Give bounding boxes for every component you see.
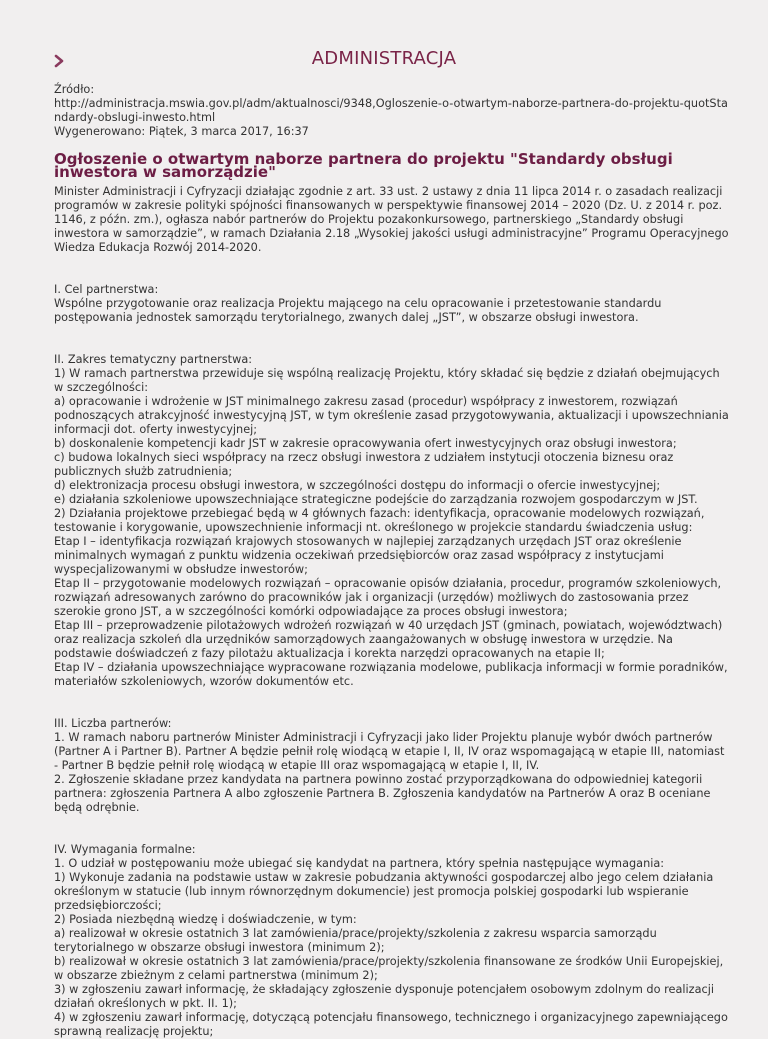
article-sections bbox=[54, 283, 730, 1039]
source-url[interactable]: http://administracja.mswia.gov.pl/adm/aktualnosci/9348,Ogloszenie-o-otwartym-naborze-partnera-do-projektu-quotStandardy-obslugi-inwesto.html bbox=[54, 97, 728, 124]
section-block bbox=[54, 843, 730, 1039]
section-paragraph: d) elektronizacja procesu obsługi inwestora, w szczególności dostępu do informacji o ofercie inwestycyjnej; bbox=[54, 479, 661, 492]
section-paragraph: 2) Działania projektowe przebiegać będą w 4 głównych fazach: identyfikacja, opracowanie modelowych rozwiązań, testowanie i korygowanie, upowszechnienie informacji nt. określonego w projekcie standardu świadczenia usług: bbox=[54, 507, 705, 534]
section-paragraph: a) realizował w okresie ostatnich 3 lat zamówienia/prace/projekty/szkolenia z zakresu wsparcia samorządu terytorialnego w obszarze obsługi inwestora (minimum 2); bbox=[54, 927, 657, 954]
source-meta bbox=[54, 83, 730, 139]
generated-timestamp: Wygenerowano: Piątek, 3 marca 2017, 16:37 bbox=[54, 125, 309, 138]
section-paragraph: Etap IV – działania upowszechniające wypracowane rozwiązania modelowe, publikacja informacji w formie poradników, materiałów szkoleniowych, wzorów dokumentów etc. bbox=[54, 661, 728, 688]
source-label: Źródło: bbox=[54, 83, 95, 96]
section-paragraph: Etap I – identyfikacja rozwiązań krajowych stosowanych w najlepiej zarządzanych urzędach JST oraz określenie minimalnych wymagań z punktu widzenia oczekiwań przedsiębiorców oraz zasad współpracy z instytucjami wyspecjalizowanymi w obsłudze inwestorów; bbox=[54, 535, 682, 576]
section-heading: III. Liczba partnerów: bbox=[54, 717, 172, 730]
section-paragraph: 1. W ramach naboru partnerów Minister Administracji i Cyfryzacji jako lider Projektu planuje wybór dwóch partnerów (Partner A i Partner B). Partner A będzie pełnił rolę wiodącą w etapie I, II, IV oraz wspomagającą w etapie III, natomiast - Partner B będzie pełnił rolę wiodącą w etapie III oraz wspomagającą w etapie I, II, IV. bbox=[54, 731, 725, 772]
article-content bbox=[54, 83, 730, 1039]
section-heading: II. Zakres tematyczny partnerstwa: bbox=[54, 353, 253, 366]
section-heading: IV. Wymagania formalne: bbox=[54, 843, 196, 856]
section-paragraph: 1. O udział w postępowaniu może ubiegać się kandydat na partnera, który spełnia następujące wymagania: bbox=[54, 857, 665, 870]
section-paragraph: e) działania szkoleniowe upowszechniające strategiczne podejście do zarządzania rozwojem gospodarczym w JST. bbox=[54, 493, 698, 506]
section-paragraph: Wspólne przygotowanie oraz realizacja Projektu mającego na celu opracowanie i przetestowanie standardu postępowania jednostek samorządu terytorialnego, zwanych dalej „JST”, w obszarze obsługi inwestora. bbox=[54, 297, 662, 324]
section-paragraph: b) realizował w okresie ostatnich 3 lat zamówienia/prace/projekty/szkolenia finansowane ze środków Unii Europejskiej, w obszarze zbieżnym z celami partnerstwa (minimum 2); bbox=[54, 955, 724, 982]
article-title: Ogłoszenie o otwartym naborze partnera do projektu "Standardy obsługi inwestora w samorządzie" bbox=[54, 150, 673, 181]
section-paragraph: 1) Wykonuje zadania na podstawie ustaw w zakresie pobudzania aktywności gospodarczej albo jego celem działania określonym w statucie (lub innym równorzędnym dokumencie) jest promocja polskiej gospodarki lub wspieranie przedsiębiorczości; bbox=[54, 871, 714, 912]
section-block bbox=[54, 717, 730, 815]
section-paragraph: 1) W ramach partnerstwa przewiduje się wspólną realizację Projektu, który składać się będzie z działań obejmujących w szczególności: bbox=[54, 367, 720, 394]
section-paragraph: c) budowa lokalnych sieci współpracy na rzecz obsługi inwestora z udziałem instytucji otoczenia biznesu oraz publicznych służb zatrudnienia; bbox=[54, 451, 674, 478]
section-heading: I. Cel partnerstwa: bbox=[54, 283, 159, 296]
section-paragraph: Etap III – przeprowadzenie pilotażowych wdrożeń rozwiązań w 40 urzędach JST (gminach, powiatach, województwach) oraz realizacja szkoleń dla urzędników samorządowych zaangażowanych w obsługę inwestora w urzędzie. Na podstawie doświadczeń z fazy pilotażu aktualizacja i korekta narzędzi opracowanych na etapie II; bbox=[54, 619, 723, 660]
section-paragraph: 3) w zgłoszeniu zawarł informację, że składający zgłoszenie dysponuje potencjałem osobowym zdolnym do realizacji działań określonych w pkt. II. 1); bbox=[54, 983, 714, 1010]
section-paragraph: 2) Posiada niezbędną wiedzę i doświadczenie, w tym: bbox=[54, 913, 357, 926]
section-paragraph: b) doskonalenie kompetencji kadr JST w zakresie opracowywania ofert inwestycyjnych oraz obsługi inwestora; bbox=[54, 437, 677, 450]
article-intro: Minister Administracji i Cyfryzacji działając zgodnie z art. 33 ust. 2 ustawy z dnia 11 lipca 2014 r. o zasadach realizacji programów w zakresie polityki spójności finansowanych w perspektywie finansowej 2014 – 2020 (Dz. U. z 2014 r. poz. 1146, z późn. zm.), ogłasza nabór partnerów do Projektu pozakonkursowego, partnerskiego „Standardy obsługi inwestora w samorządzie”, w ramach Działania 2.18 „Wysokiej jakości usługi administracyjne” Programu Operacyjnego Wiedza Edukacja Rozwój 2014-2020. bbox=[54, 185, 729, 254]
section-paragraph: 4) w zgłoszeniu zawarł informację, dotyczącą potencjału finansowego, technicznego i organizacyjnego zapewniającego sprawną realizację projektu; bbox=[54, 1011, 728, 1038]
section-block bbox=[54, 353, 730, 689]
page-header bbox=[0, 0, 768, 72]
section-paragraph: a) opracowanie i wdrożenie w JST minimalnego zakresu zasad (procedur) współpracy z inwestorem, rozwiązań podnoszących atrakcyjność inwestycyjną JST, w tym określenie zasad przygotowywania, aktualizacji i upowszechniania informacji dot. oferty inwestycyjnej; bbox=[54, 395, 729, 436]
section-block bbox=[54, 283, 730, 325]
section-paragraph: 2. Zgłoszenie składane przez kandydata na partnera powinno zostać przyporządkowana do odpowiedniej kategorii partnera: zgłoszenia Partnera A albo zgłoszenie Partnera B. Zgłoszenia kandydatów na Partnerów A oraz B oceniane będą odrębnie. bbox=[54, 773, 711, 814]
section-paragraph: Etap II – przygotowanie modelowych rozwiązań – opracowanie opisów działania, procedur, programów szkoleniowych, rozwiązań adresowanych zarówno do pracowników jak i organizacji (urzędów) możliwych do zastosowania przez szerokie grono JST, a w szczególności komórki odpowiadające za proces obsługi inwestora; bbox=[54, 577, 722, 618]
section-title: ADMINISTRACJA bbox=[311, 48, 457, 69]
